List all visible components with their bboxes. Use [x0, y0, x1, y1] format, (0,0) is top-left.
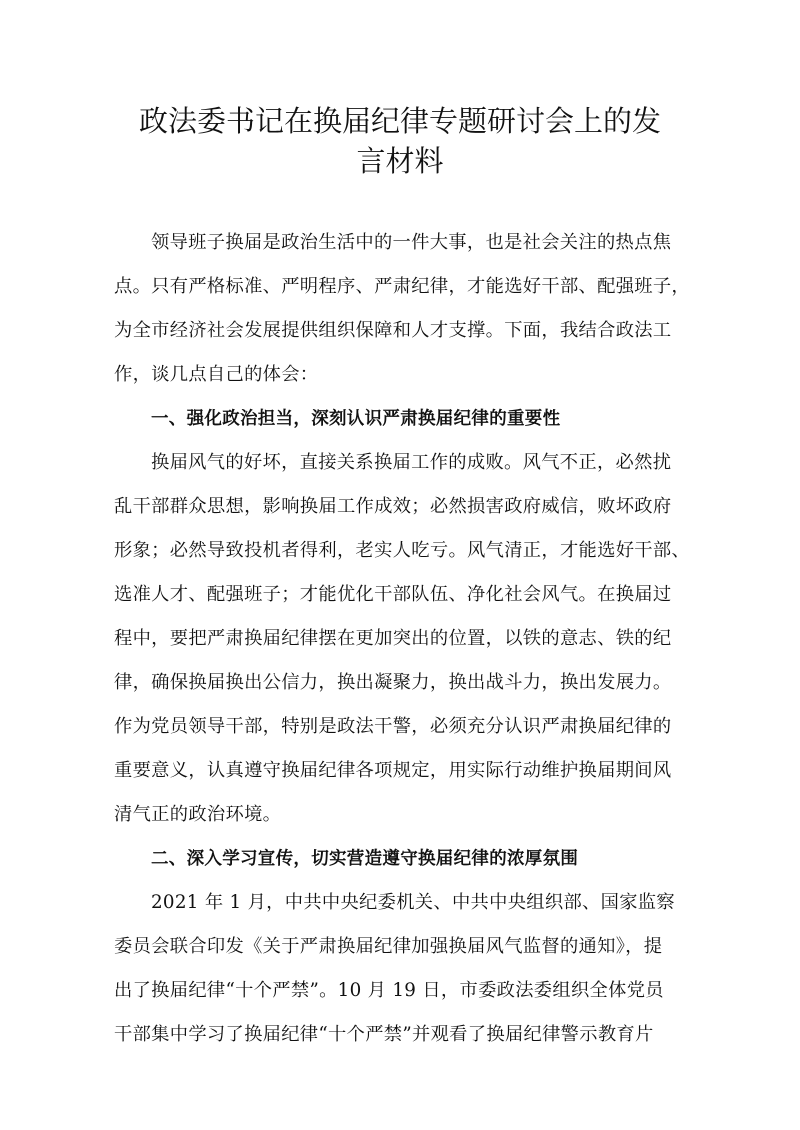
paragraph-3-line-2: 委员会联合印发《关于严肃换届纪律加强换届风气监督的通知》，提: [114, 936, 663, 957]
document-title-line-2: 言材料: [356, 144, 444, 178]
document-title-line-1: 政法委书记在换届纪律专题研讨会上的发: [138, 104, 661, 138]
paragraph-1-line-3: 为全市经济社会发展提供组织保障和人才支撑。下面，我结合政法工: [114, 320, 672, 341]
paragraph-1-line-1: 领导班子换届是政治生活中的一件大事，也是社会关注的热点焦: [151, 232, 672, 253]
paragraph-2-line-1: 换届风气的好坏，直接关系换届工作的成败。风气不正，必然扰: [151, 452, 672, 473]
paragraph-2-line-8: 重要意义，认真遵守换届纪律各项规定，用实际行动维护换届期间风: [114, 760, 672, 781]
paragraph-2-line-2: 乱干部群众思想，影响换届工作成效；必然损害政府威信，败坏政府: [114, 496, 672, 517]
section-heading-2: 二、深入学习宣传，切实营造遵守换届纪律的浓厚氛围: [151, 849, 579, 869]
paragraph-1-line-2: 点。只有严格标准、严明程序、严肃纪律，才能选好干部、配强班子，: [114, 276, 691, 297]
paragraph-2-line-7: 作为党员领导干部，特别是政法干警，必须充分认识严肃换届纪律的: [114, 716, 672, 737]
paragraph-2-line-4: 选准人才、配强班子；才能优化干部队伍、净化社会风气。在换届过: [114, 584, 672, 605]
paragraph-3-line-4: 干部集中学习了换届纪律“十个严禁”并观看了换届纪律警示教育片: [114, 1024, 654, 1045]
paragraph-2-line-9: 清气正的政治环境。: [114, 804, 282, 825]
paragraph-3-line-1: 2021 年 1 月，中共中央纪委机关、中共中央组织部、国家监察: [151, 892, 675, 913]
paragraph-3-line-3: 出了换届纪律“十个严禁”。10 月 19 日，市委政法委组织全体党员: [114, 980, 664, 1001]
paragraph-2-line-3: 形象；必然导致投机者得利，老实人吃亏。风气清正，才能选好干部、: [114, 540, 691, 561]
section-heading-1: 一、强化政治担当，深刻认识严肃换届纪律的重要性: [151, 409, 561, 429]
paragraph-1-line-4: 作，谈几点自己的体会：: [114, 364, 319, 385]
paragraph-2-line-6: 律，确保换届换出公信力，换出凝聚力，换出战斗力，换出发展力。: [114, 672, 672, 693]
paragraph-2-line-5: 程中，要把严肃换届纪律摆在更加突出的位置，以铁的意志、铁的纪: [114, 628, 672, 649]
